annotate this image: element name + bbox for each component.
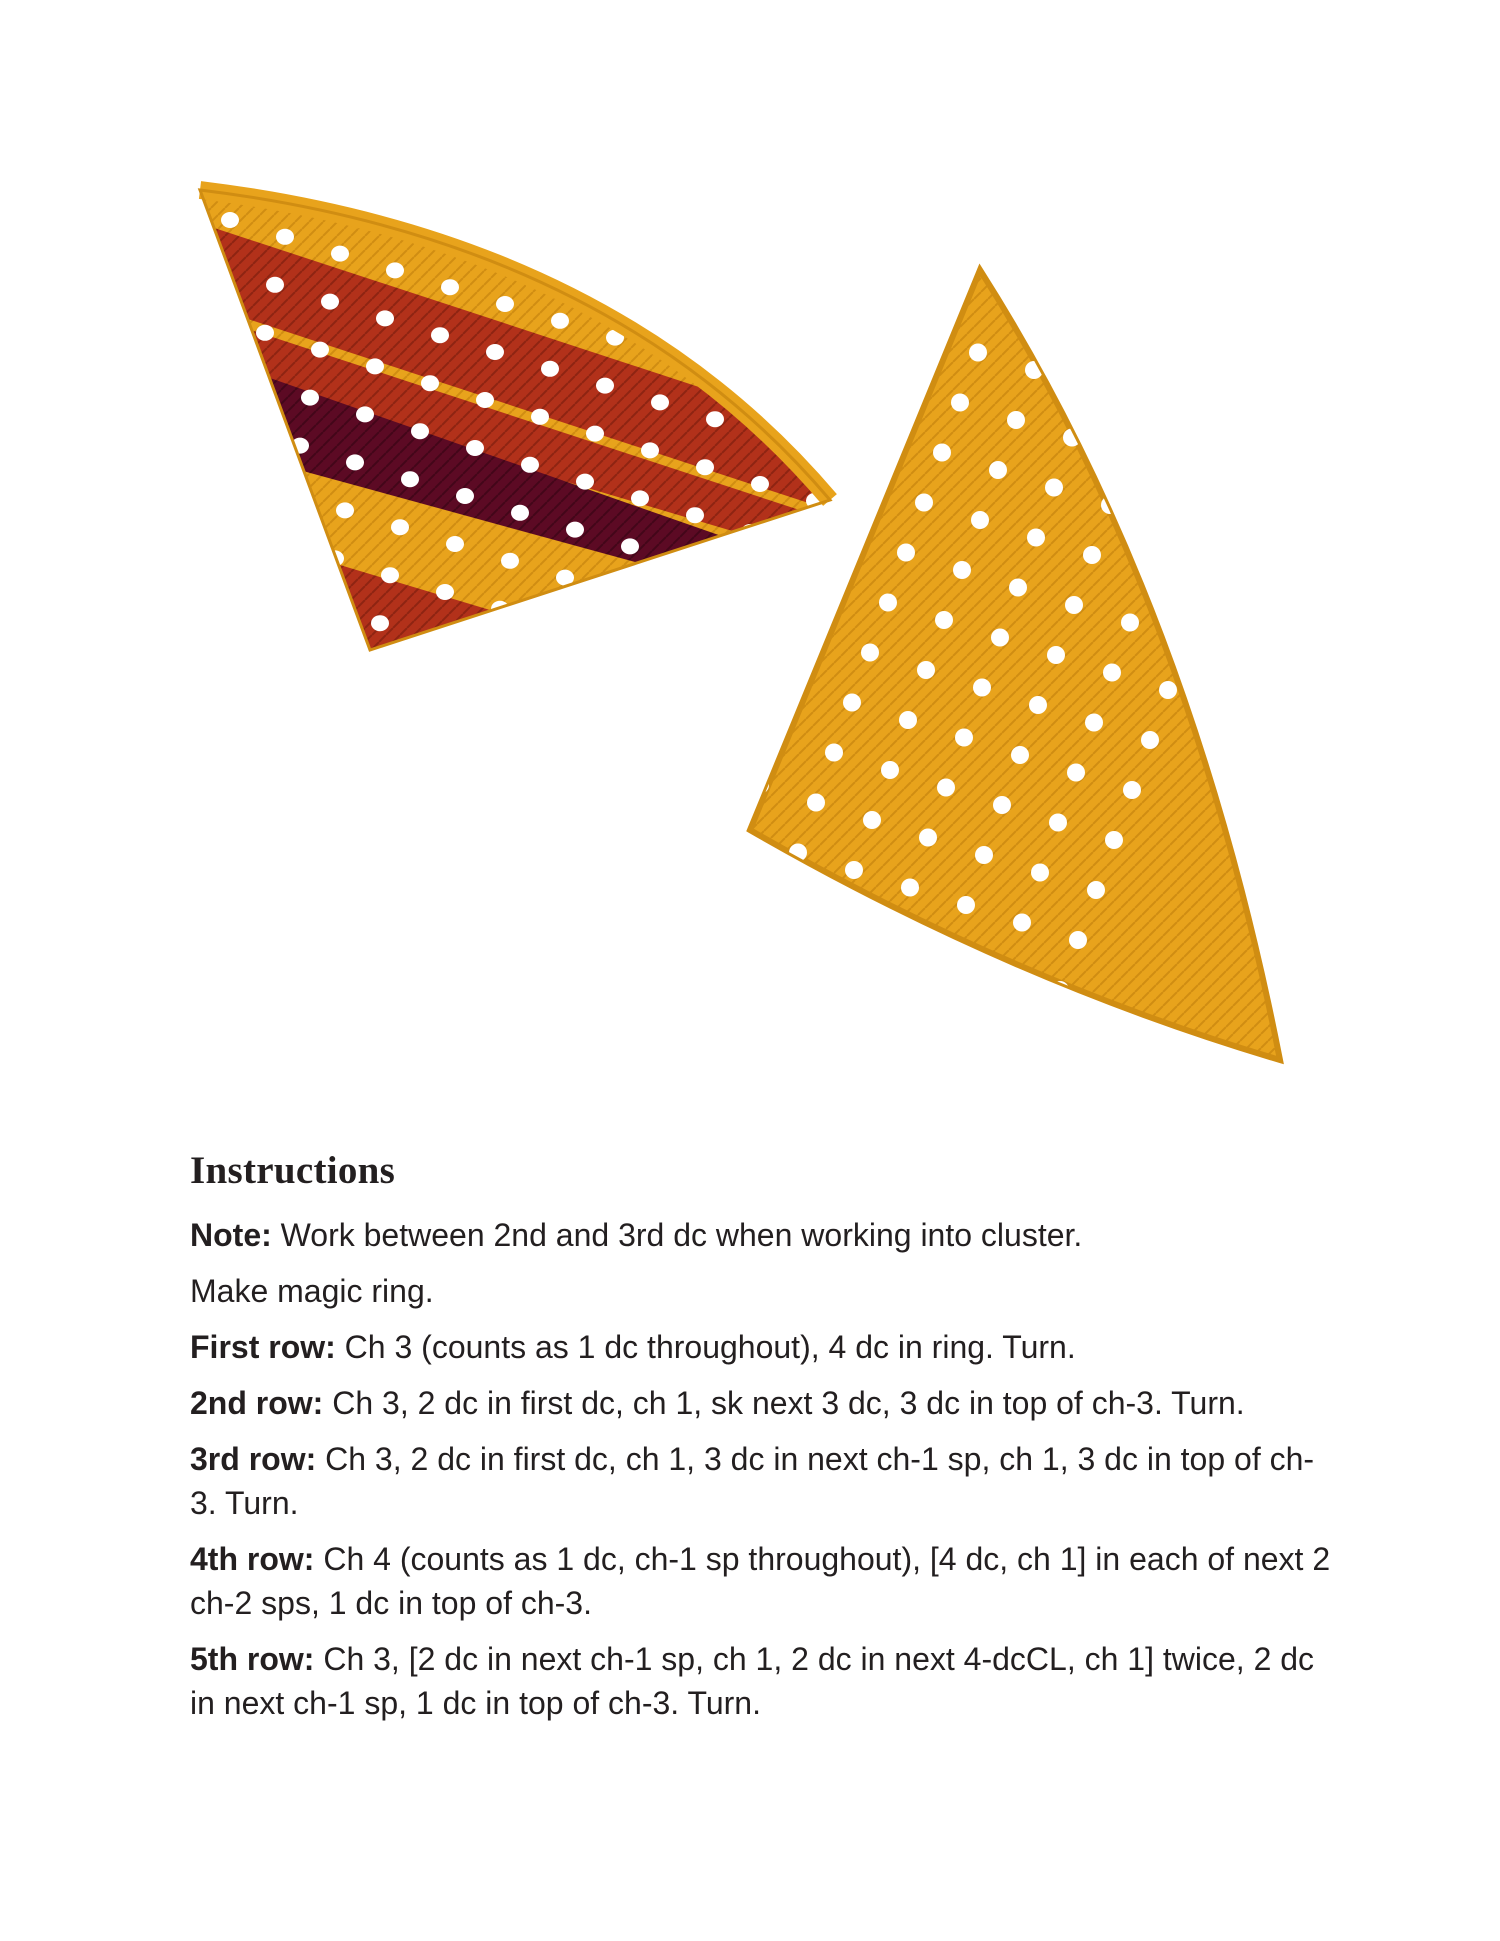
mesh-hole: [1141, 731, 1159, 749]
mesh-hole: [713, 709, 731, 727]
mesh-hole: [816, 445, 834, 461]
mesh-hole: [1033, 1031, 1051, 1049]
mesh-hole: [686, 507, 704, 523]
mesh-hole: [877, 426, 895, 444]
mesh-hole: [1011, 746, 1029, 764]
mesh-hole: [486, 344, 504, 360]
mesh-hole: [693, 591, 711, 609]
mesh-hole: [531, 1041, 549, 1059]
mesh-hole: [456, 488, 474, 504]
mesh-hole: [436, 584, 454, 600]
mesh-hole: [251, 630, 269, 646]
mesh-hole: [426, 632, 444, 648]
mesh-hole: [773, 1061, 791, 1079]
mesh-hole: [845, 861, 863, 879]
mesh-hole: [1177, 631, 1195, 649]
mesh-hole: [1085, 714, 1103, 732]
mesh-hole: [546, 618, 564, 634]
mesh-hole: [805, 626, 823, 644]
mesh-hole: [711, 668, 729, 684]
mesh-hole: [1031, 864, 1049, 882]
mesh-hole: [301, 390, 319, 406]
mesh-hole: [715, 876, 733, 894]
mesh-hole: [839, 359, 857, 377]
mesh-hole: [1213, 531, 1231, 549]
mesh-hole: [677, 809, 695, 827]
mesh-hole: [1009, 579, 1027, 597]
mesh-hole: [901, 879, 919, 897]
mesh-hole: [701, 716, 719, 732]
mesh-hole: [825, 744, 843, 762]
mesh-hole: [501, 553, 519, 569]
mesh-hole: [1121, 614, 1139, 632]
mesh-hole: [605, 1009, 623, 1027]
mesh-hole: [356, 406, 374, 422]
mesh-hole: [256, 325, 274, 341]
mesh-hole: [995, 964, 1013, 982]
mesh-hole: [1105, 831, 1123, 849]
mesh-hole: [937, 779, 955, 797]
instruction-text: Ch 3, [2 dc in next ch-1 sp, ch 1, 2 dc in next 4-dcCL, ch 1] twice, 2 dc in next ch-1 sp, 1 dc in top of ch-3. Turn.: [190, 1641, 1315, 1721]
crochet-wedges-illustration: [190, 180, 1310, 1080]
mesh-hole: [973, 679, 991, 697]
mesh-hole: [731, 572, 749, 588]
mesh-hole: [411, 423, 429, 439]
mesh-hole: [386, 262, 404, 278]
mesh-hole: [361, 663, 379, 679]
mesh-hole: [646, 699, 664, 715]
mesh-hole: [441, 279, 459, 295]
mesh-hole: [306, 646, 324, 662]
mesh-hole: [1013, 914, 1031, 932]
mesh-hole: [661, 1026, 679, 1044]
mesh-hole: [1137, 396, 1155, 414]
instruction-label: 3rd row:: [190, 1441, 317, 1477]
instruction-text: Ch 3, 2 dc in first dc, ch 1, sk next 3 dc, 3 dc in top of ch-3. Turn.: [323, 1385, 1245, 1421]
mesh-hole: [993, 796, 1011, 814]
mesh-hole: [641, 909, 659, 927]
mesh-hole: [1123, 781, 1141, 799]
mesh-hole: [1029, 696, 1047, 714]
mesh-hole: [1157, 514, 1175, 532]
mesh-hole: [346, 454, 364, 470]
mesh-hole: [776, 637, 794, 653]
instruction-text: Make magic ring.: [190, 1273, 434, 1309]
mesh-hole: [1175, 464, 1193, 482]
mesh-hole: [331, 246, 349, 262]
mesh-hole: [603, 841, 621, 859]
mesh-hole: [1103, 664, 1121, 682]
mesh-hole: [933, 444, 951, 462]
mesh-hole: [431, 327, 449, 343]
mesh-hole: [771, 380, 789, 396]
mesh-hole: [526, 714, 544, 730]
mesh-hole: [753, 944, 771, 962]
instruction-text: Ch 3 (counts as 1 dc throughout), 4 dc in ring. Turn.: [335, 1329, 1076, 1365]
mesh-hole: [496, 296, 514, 312]
mesh-hole: [843, 694, 861, 712]
mesh-hole: [857, 309, 875, 327]
striped-wedge: [190, 180, 890, 797]
mesh-hole: [895, 376, 913, 394]
mesh-hole: [376, 310, 394, 326]
instruction-text: Ch 3, 2 dc in first dc, ch 1, 3 dc in next ch-1 sp, ch 1, 3 dc in top of ch-3. Turn.: [190, 1441, 1315, 1521]
mesh-hole: [783, 341, 801, 359]
mesh-hole: [621, 791, 639, 809]
mesh-hole: [1027, 529, 1045, 547]
mesh-hole: [756, 733, 774, 749]
mesh-hole: [786, 589, 804, 605]
mesh-hole: [549, 991, 567, 1009]
mesh-hole: [865, 979, 883, 997]
mesh-hole: [271, 534, 289, 550]
mesh-hole: [281, 486, 299, 502]
mesh-hole: [791, 1011, 809, 1029]
mesh-hole: [879, 594, 897, 612]
mesh-hole: [659, 859, 677, 877]
mesh-hole: [401, 471, 419, 487]
instruction-label: First row:: [190, 1329, 336, 1365]
mesh-hole: [521, 457, 539, 473]
mesh-hole: [261, 582, 279, 598]
mesh-hole: [601, 634, 619, 650]
mesh-hole: [621, 538, 639, 554]
mesh-hole: [316, 598, 334, 614]
mesh-hole: [531, 409, 549, 425]
mesh-hole: [695, 759, 713, 777]
mesh-hole: [801, 291, 819, 309]
mesh-hole: [1007, 411, 1025, 429]
mesh-hole: [826, 397, 844, 413]
instruction-paragraph: [190, 1437, 1340, 1525]
mesh-hole: [953, 561, 971, 579]
mesh-hole: [190, 404, 199, 420]
mesh-hole: [735, 994, 753, 1012]
mesh-hole: [1159, 681, 1177, 699]
mesh-hole: [639, 741, 657, 759]
mesh-hole: [903, 1046, 921, 1064]
mesh-hole: [841, 526, 859, 544]
instruction-text: Work between 2nd and 3rd dc when working into cluster.: [271, 1217, 1083, 1253]
mesh-hole: [731, 659, 749, 677]
mesh-hole: [226, 469, 244, 485]
mesh-hole: [246, 373, 264, 389]
mesh-hole: [951, 394, 969, 412]
mesh-hole: [636, 747, 654, 763]
mesh-hole: [969, 344, 987, 362]
mesh-hole: [1249, 431, 1267, 449]
mesh-hole: [581, 730, 599, 746]
mesh-hole: [749, 609, 767, 627]
mesh-hole: [1083, 546, 1101, 564]
mesh-hole: [1065, 596, 1083, 614]
mesh-hole: [266, 277, 284, 293]
mesh-hole: [971, 511, 989, 529]
mesh-hole: [623, 959, 641, 977]
mesh-hole: [991, 629, 1009, 647]
mesh-hole: [587, 1059, 605, 1077]
mesh-hole: [416, 680, 434, 696]
mesh-hole: [751, 476, 769, 492]
mesh-hole: [643, 1076, 661, 1080]
mesh-hole: [676, 555, 694, 571]
mesh-hole: [585, 891, 603, 909]
mesh-hole: [196, 613, 214, 629]
mesh-hole: [591, 682, 609, 698]
mesh-hole: [651, 394, 669, 410]
mesh-hole: [421, 375, 439, 391]
mesh-hole: [1087, 881, 1105, 899]
mesh-hole: [1231, 481, 1249, 499]
mesh-hole: [586, 426, 604, 442]
mesh-hole: [1045, 479, 1063, 497]
mesh-hole: [883, 929, 901, 947]
mesh-hole: [1081, 379, 1099, 397]
mesh-hole: [276, 229, 294, 245]
mesh-hole: [915, 494, 933, 512]
mesh-hole: [675, 641, 693, 659]
mesh-hole: [1067, 764, 1085, 782]
mesh-hole: [596, 378, 614, 394]
mesh-hole: [391, 519, 409, 535]
mesh-hole: [717, 1044, 735, 1062]
mesh-hole: [919, 829, 937, 847]
mesh-hole: [371, 615, 389, 631]
mesh-hole: [641, 442, 659, 458]
instruction-paragraph: [190, 1269, 1340, 1313]
mesh-hole: [827, 911, 845, 929]
mesh-hole: [476, 392, 494, 408]
mesh-hole: [631, 490, 649, 506]
mesh-hole: [201, 308, 219, 324]
mesh-hole: [567, 941, 585, 959]
instruction-label: Note:: [190, 1217, 272, 1253]
mesh-hole: [1049, 814, 1067, 832]
mesh-hole: [481, 649, 499, 665]
mesh-hole: [955, 729, 973, 747]
mesh-hole: [787, 676, 805, 694]
instructions-paragraphs: [190, 1213, 1340, 1725]
mesh-hole: [541, 361, 559, 377]
instruction-paragraph: [190, 1325, 1340, 1369]
mesh-hole: [767, 559, 785, 577]
instruction-label: 2nd row:: [190, 1385, 324, 1421]
mesh-hole: [466, 440, 484, 456]
mesh-hole: [921, 996, 939, 1014]
mesh-hole: [807, 794, 825, 812]
mesh-hole: [1195, 581, 1213, 599]
mesh-hole: [536, 666, 554, 682]
mesh-hole: [765, 391, 783, 409]
mesh-hole: [1047, 646, 1065, 664]
mesh-hole: [697, 926, 715, 944]
mesh-hole: [191, 356, 209, 372]
mesh-hole: [881, 761, 899, 779]
instruction-paragraph: [190, 1213, 1340, 1257]
instruction-label: 5th row:: [190, 1641, 315, 1677]
mesh-hole: [829, 1079, 847, 1081]
mesh-hole: [656, 651, 674, 667]
mesh-hole: [706, 411, 724, 427]
instructions-section: [190, 1148, 1340, 1737]
mesh-hole: [847, 1029, 865, 1047]
mesh-hole: [696, 459, 714, 475]
mesh-hole: [471, 697, 489, 713]
mesh-hole: [809, 961, 827, 979]
mesh-hole: [897, 544, 915, 562]
mesh-hole: [721, 620, 739, 636]
mesh-hole: [679, 976, 697, 994]
mesh-hole: [861, 644, 879, 662]
mesh-hole: [859, 476, 877, 494]
mesh-hole: [917, 661, 935, 679]
mesh-hole: [711, 541, 729, 559]
mesh-hole: [959, 1064, 977, 1081]
mesh-hole: [913, 326, 931, 344]
mesh-hole: [975, 846, 993, 864]
mesh-hole: [336, 502, 354, 518]
mesh-hole: [863, 811, 881, 829]
mesh-hole: [821, 409, 839, 427]
mesh-hole: [989, 461, 1007, 479]
mesh-hole: [381, 567, 399, 583]
mesh-hole: [666, 603, 684, 619]
crochet-wedges-photo: [190, 180, 1310, 1080]
instruction-paragraph: [190, 1381, 1340, 1425]
mesh-hole: [1069, 931, 1087, 949]
mesh-hole: [716, 363, 734, 379]
mesh-hole: [899, 711, 917, 729]
mesh-hole: [935, 611, 953, 629]
mesh-hole: [1119, 446, 1137, 464]
mesh-hole: [216, 517, 234, 533]
instruction-paragraph: [190, 1637, 1340, 1725]
instruction-paragraph: [190, 1537, 1340, 1625]
mesh-hole: [746, 781, 764, 797]
mesh-hole: [771, 894, 789, 912]
mesh-hole: [566, 522, 584, 538]
mesh-hole: [691, 764, 709, 780]
mesh-hole: [939, 946, 957, 964]
instructions-heading: Instructions: [190, 1149, 396, 1192]
mesh-hole: [576, 474, 594, 490]
mesh-hole: [611, 586, 629, 602]
mesh-hole: [221, 212, 239, 228]
mesh-hole: [551, 313, 569, 329]
mesh-hole: [1193, 414, 1211, 432]
mesh-hole: [311, 342, 329, 358]
mesh-hole: [657, 691, 675, 709]
mesh-hole: [321, 294, 339, 310]
mesh-hole: [957, 896, 975, 914]
mesh-hole: [823, 576, 841, 594]
instruction-text: Ch 4 (counts as 1 dc, ch-1 sp throughout), [4 dc, ch 1] in each of next 2 ch-2 sps, 1 dc in top of ch-3.: [190, 1541, 1331, 1621]
mesh-hole: [766, 685, 784, 701]
mesh-hole: [236, 421, 254, 437]
mesh-hole: [796, 541, 814, 557]
mesh-hole: [977, 1014, 995, 1032]
mesh-hole: [446, 536, 464, 552]
mesh-hole: [366, 358, 384, 374]
mesh-hole: [511, 505, 529, 521]
mesh-hole: [206, 565, 224, 581]
instruction-label: 4th row:: [190, 1541, 315, 1577]
